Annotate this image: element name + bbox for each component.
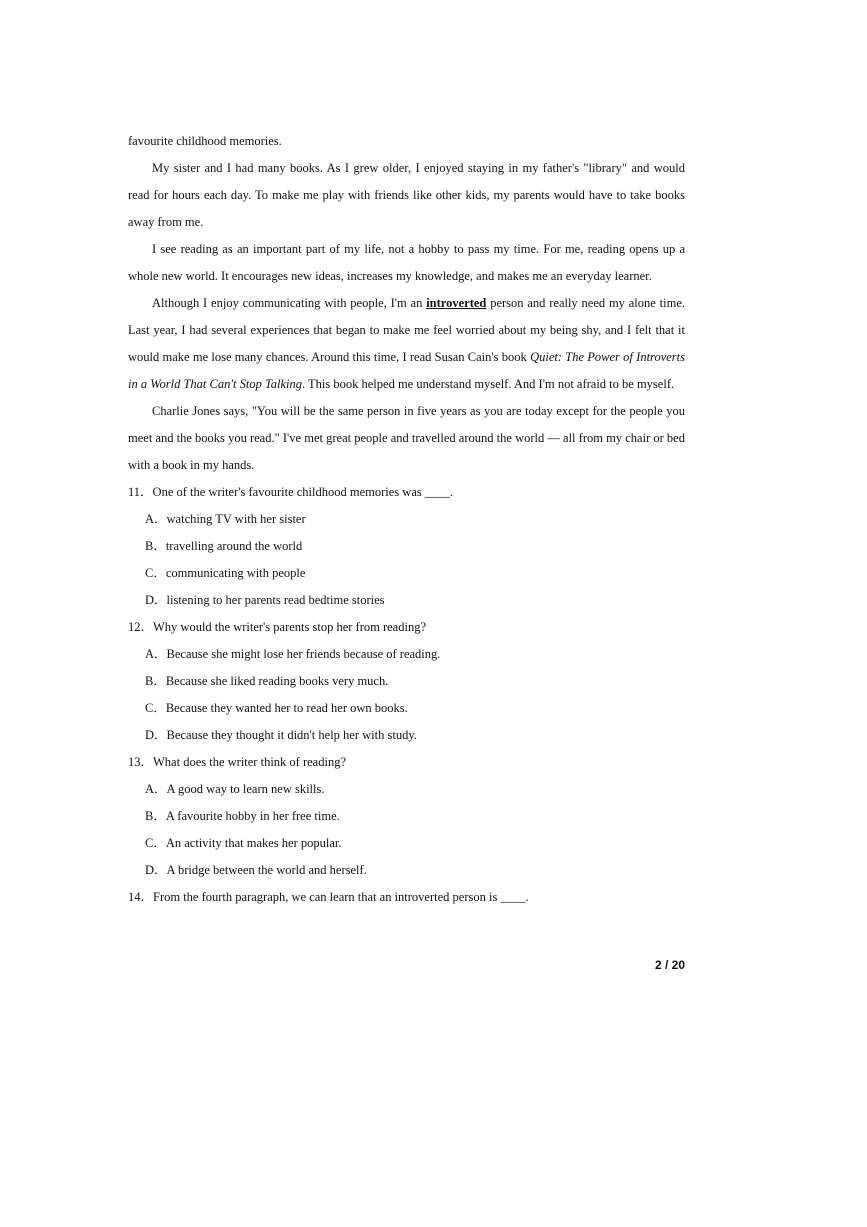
option-d: D．A bridge between the world and herself. [145, 863, 367, 877]
option-b: B．Because she liked reading books very much. [145, 674, 389, 688]
keyword-introverted: introverted [426, 296, 487, 310]
option-c: C．An activity that makes her popular. [145, 836, 342, 850]
option-a: A．watching TV with her sister [145, 512, 306, 526]
passage-paragraph-4: Charlie Jones says, "You will be the same person in five years as you are today except for the people you meet and the books you read." I've met great people and travelled around the world — all from my chair or bed with a book in my hands. [128, 404, 685, 472]
question-stem: 14．From the fourth paragraph, we can learn that an introverted person is ____. [128, 890, 529, 904]
question-12 [128, 614, 685, 749]
option-a: A．A good way to learn new skills. [145, 782, 325, 796]
question-14 [128, 884, 685, 911]
question-stem: 11．One of the writer's favourite childhood memories was ____. [128, 485, 453, 499]
option-a: A．Because she might lose her friends because of reading. [145, 647, 441, 661]
paragraph-text: person and really need my alone time. Last year, I had several experiences that began to make me feel worried about my being shy, and I felt that it would make me lose many chances. Around this time, I read Susan Cain's book [128, 296, 685, 364]
paragraph-text: . This book helped me understand myself. And I'm not afraid to be myself. [302, 377, 675, 391]
option-b: B．A favourite hobby in her free time. [145, 809, 340, 823]
question-stem: 12．Why would the writer's parents stop her from reading? [128, 620, 427, 634]
option-d: D．Because they thought it didn't help her with study. [145, 728, 417, 742]
option-c: C．Because they wanted her to read her own books. [145, 701, 408, 715]
option-c: C．communicating with people [145, 566, 306, 580]
page-number: 2 / 20 [654, 958, 685, 972]
question-stem: 13．What does the writer think of reading? [128, 755, 346, 769]
passage-paragraph-3 [128, 290, 685, 398]
passage-paragraph-fragment: favourite childhood memories. [128, 134, 282, 148]
question-11 [128, 479, 685, 614]
paragraph-text: Although I enjoy communicating with people, I'm an [152, 296, 427, 310]
option-d: D．listening to her parents read bedtime stories [145, 593, 385, 607]
passage-paragraph-2: I see reading as an important part of my life, not a hobby to pass my time. For me, reading opens up a whole new world. It encourages new ideas, increases my knowledge, and makes me an everyday learner. [128, 242, 685, 283]
passage-paragraph-1: My sister and I had many books. As I grew older, I enjoyed staying in my father's "library" and would read for hours each day. To make me play with friends like other kids, my parents would have to take books away from me. [128, 161, 685, 229]
document-body [128, 128, 685, 911]
question-13 [128, 749, 685, 884]
option-b: B．travelling around the world [145, 539, 303, 553]
book-title: Quiet: The Power of Introverts in a World That Can't Stop Talking [128, 350, 685, 391]
